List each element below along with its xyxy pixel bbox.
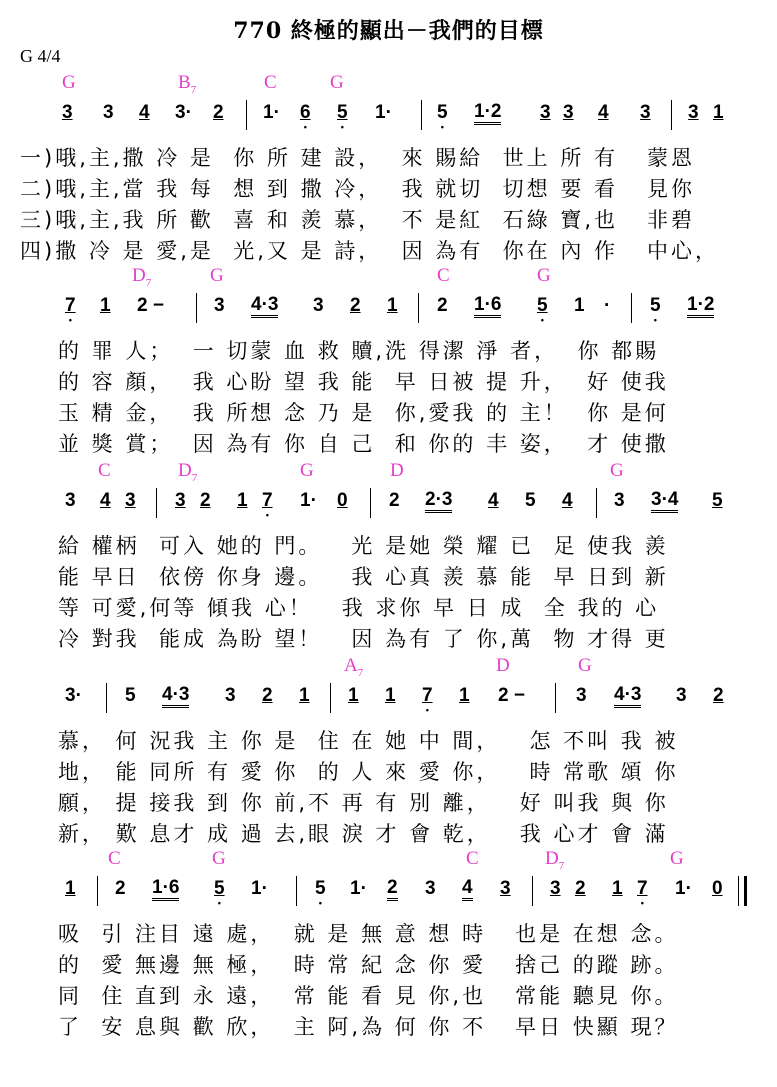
note: 4 [100, 490, 111, 511]
chord-symbol: G [212, 848, 226, 869]
note: 1· [263, 102, 280, 123]
chord-row [0, 655, 777, 679]
notation-row [0, 490, 777, 534]
barline [421, 100, 422, 130]
lyric-line: 二)哦,主,當 我 每 想 到 撒 冷， 我 就切 切想 要 看 見你 [20, 177, 696, 201]
lyric-line: 等 可愛,何等 傾我 心！ 我 求你 早 日 成 全 我的 心 [58, 596, 660, 620]
barline [246, 100, 247, 130]
note: 3 [214, 295, 225, 316]
chord-symbol: C [437, 265, 450, 286]
lyric-line: 吸 引 注目 遠 處， 就 是 無 意 想 時 也是 在想 念。 [58, 922, 679, 946]
chord-row [0, 72, 777, 96]
note: 3 [614, 490, 625, 511]
note: 5 [712, 490, 723, 511]
note: 4 [598, 102, 609, 123]
note: 2 [115, 878, 126, 899]
notation-row [0, 102, 777, 146]
chord-symbol: G [578, 655, 592, 676]
note: 5 [125, 685, 136, 706]
note: 3 [103, 102, 114, 123]
lyric-block [20, 530, 760, 654]
note: 3 [640, 102, 651, 123]
chord-symbol: C [466, 848, 479, 869]
note: 7 • [262, 490, 273, 512]
note: 2 [213, 102, 224, 123]
lyric-block [20, 142, 760, 266]
chord-row [0, 848, 777, 872]
note: 1·2 [474, 102, 501, 125]
note: 2 [200, 490, 211, 511]
lyric-line: 同 住 直到 永 遠， 常 能 看 見 你,也 常能 聽見 你。 [58, 984, 679, 1008]
lyric-line: 一)哦,主,撒 冷 是 你 所 建 設， 來 賜給 世上 所 有 蒙恩 [20, 146, 696, 170]
notation-row [0, 295, 777, 339]
chord-symbol: D [496, 655, 510, 676]
note: 1 [713, 102, 724, 123]
note: 1 [237, 490, 248, 511]
note: 5 • [537, 295, 548, 317]
lyric-block [20, 335, 760, 459]
note: 1·2 [687, 295, 714, 318]
barline [418, 293, 419, 323]
chord-symbol: $D_7$ [132, 265, 152, 289]
hymn-title: 770 終極的顯出－我們的目標 [233, 18, 544, 44]
note: 1 [65, 878, 76, 899]
note: 3 [550, 878, 561, 899]
barline [196, 293, 197, 323]
note: 1· [375, 102, 392, 123]
lyric-line: 了 安 息與 歡 欣， 主 阿,為 何 你 不 早日 快顯 現？ [58, 1015, 679, 1039]
note: 4 [488, 490, 499, 511]
note: 1· [300, 490, 317, 511]
note: 5 • [437, 102, 448, 124]
note: 2 − [137, 295, 164, 316]
note: 0 [337, 490, 348, 511]
chord-symbol: $D_7$ [178, 460, 198, 484]
note: 3 [313, 295, 324, 316]
note: 5 • [214, 878, 225, 900]
note: 3 [62, 102, 73, 123]
note: 1 [459, 685, 470, 706]
note: 2 [262, 685, 273, 706]
barline [596, 488, 597, 518]
note: 2 [387, 878, 398, 901]
note: 2·3 [425, 490, 452, 513]
note: 1·6 [152, 878, 179, 901]
note: 3· [65, 685, 82, 706]
barline [370, 488, 371, 518]
chord-symbol: G [210, 265, 224, 286]
lyric-line: 新， 歎 息才 成 過 去,眼 淚 才 會 乾， 我 心才 會 滿 [58, 822, 669, 846]
chord-symbol: D [390, 460, 404, 481]
note: 3·4 [651, 490, 678, 513]
note: 1 [299, 685, 310, 706]
lyric-line: 冷 對我 能成 為盼 望！ 因 為有 了 你,萬 物 才得 更 [58, 627, 669, 651]
note: 4·3 [251, 295, 278, 318]
chord-symbol: $D_7$ [545, 848, 565, 872]
note: 4 [562, 490, 573, 511]
lyric-line: 玉 精 金， 我 所想 念 乃 是 你,愛我 的 主！ 你 是何 [58, 401, 669, 425]
note: 1· [675, 878, 692, 899]
note: 3 [540, 102, 551, 123]
note: 1 [574, 295, 585, 316]
chord-symbol: G [610, 460, 624, 481]
barline [296, 876, 297, 906]
chord-row [0, 460, 777, 484]
note: 3 [125, 490, 136, 511]
barline [555, 683, 556, 713]
note: 3 [563, 102, 574, 123]
note: 1 [387, 295, 398, 316]
lyric-line: 的 罪 人； 一 切蒙 血 救 贖,洗 得潔 淨 者， 你 都賜 [58, 339, 660, 363]
lyric-block [20, 918, 760, 1042]
notation-row [0, 685, 777, 729]
chord-symbol: G [300, 460, 314, 481]
note: 3 [576, 685, 587, 706]
note: 1·6 [474, 295, 501, 318]
lyric-line: 的 容 顏， 我 心盼 望 我 能 早 日被 提 升， 好 使我 [58, 370, 669, 394]
note: 2 − [498, 685, 525, 706]
lyric-line: 願， 提 接我 到 你 前,不 再 有 別 離， 好 叫我 與 你 [58, 791, 669, 815]
note: 4 [139, 102, 150, 123]
lyric-line: 三)哦,主,我 所 歡 喜 和 羨 慕， 不 是紅 石綠 寶,也 非碧 [20, 208, 696, 232]
note: 1 [348, 685, 359, 706]
note: 3 [225, 685, 236, 706]
lyric-block [20, 725, 760, 849]
note: 1 [385, 685, 396, 706]
lyric-line: 地， 能 同所 有 愛 你 的 人 來 愛 你， 時 常歌 頌 你 [58, 760, 679, 784]
chord-row [0, 265, 777, 289]
note: 3 [175, 490, 186, 511]
barline [106, 683, 107, 713]
chord-symbol: G [330, 72, 344, 93]
chord-symbol: G [537, 265, 551, 286]
note: 5 [525, 490, 536, 511]
lyric-line: 的 愛 無邊 無 極， 時 常 紀 念 你 愛 捨己 的蹤 跡。 [58, 953, 679, 977]
lyric-line: 四)撒 冷 是 愛,是 光,又 是 詩， 因 為有 你在 內 作 中心， [20, 239, 720, 263]
barline [97, 876, 98, 906]
lyric-line: 能 早日 依傍 你身 邊。 我 心真 羨 慕 能 早 日到 新 [58, 565, 669, 589]
note: 5 • [650, 295, 661, 317]
note: 2 [437, 295, 448, 316]
note: 5 • [315, 878, 326, 900]
note: 4·3 [614, 685, 641, 708]
note: · [604, 295, 611, 316]
barline [330, 683, 331, 713]
chord-symbol: C [264, 72, 277, 93]
chord-symbol: C [98, 460, 111, 481]
note: 2 [389, 490, 400, 511]
lyric-line: 並 獎 賞； 因 為有 你 自 己 和 你的 丰 姿， 才 使撒 [58, 432, 669, 456]
notation-row [0, 878, 777, 922]
barline [532, 876, 533, 906]
chord-symbol: G [62, 72, 76, 93]
lyric-line: 慕， 何 況我 主 你 是 住 在 她 中 間， 怎 不叫 我 被 [58, 729, 679, 753]
barline [671, 100, 672, 130]
note: 5 • [337, 102, 348, 124]
note: 3 [676, 685, 687, 706]
note: 6 • [300, 102, 311, 124]
chord-symbol: C [108, 848, 121, 869]
note: 7 • [422, 685, 433, 707]
note: 4·3 [162, 685, 189, 708]
note: 2 [350, 295, 361, 316]
note: 2 [575, 878, 586, 899]
note: 3 [500, 878, 511, 899]
key-signature: G 4/4 [20, 46, 61, 66]
final-barline [738, 876, 747, 906]
note: 4 [462, 878, 473, 901]
chord-symbol: $A_7$ [344, 655, 364, 679]
barline [631, 293, 632, 323]
note: 3 [425, 878, 436, 899]
note: 7 • [65, 295, 76, 317]
note: 3 [688, 102, 699, 123]
note: 7 • [637, 878, 648, 900]
barline [156, 488, 157, 518]
note: 1 [100, 295, 111, 316]
note: 3· [175, 102, 192, 123]
lyric-line: 給 權柄 可入 她的 門。 光 是她 榮 耀 已 足 使我 羨 [58, 534, 669, 558]
note: 3 [65, 490, 76, 511]
note: 1· [350, 878, 367, 899]
note: 0 [712, 878, 723, 899]
note: 1 [612, 878, 623, 899]
note: 1· [251, 878, 268, 899]
note: 2 [713, 685, 724, 706]
chord-symbol: G [670, 848, 684, 869]
chord-symbol: $B_7$ [178, 72, 197, 96]
